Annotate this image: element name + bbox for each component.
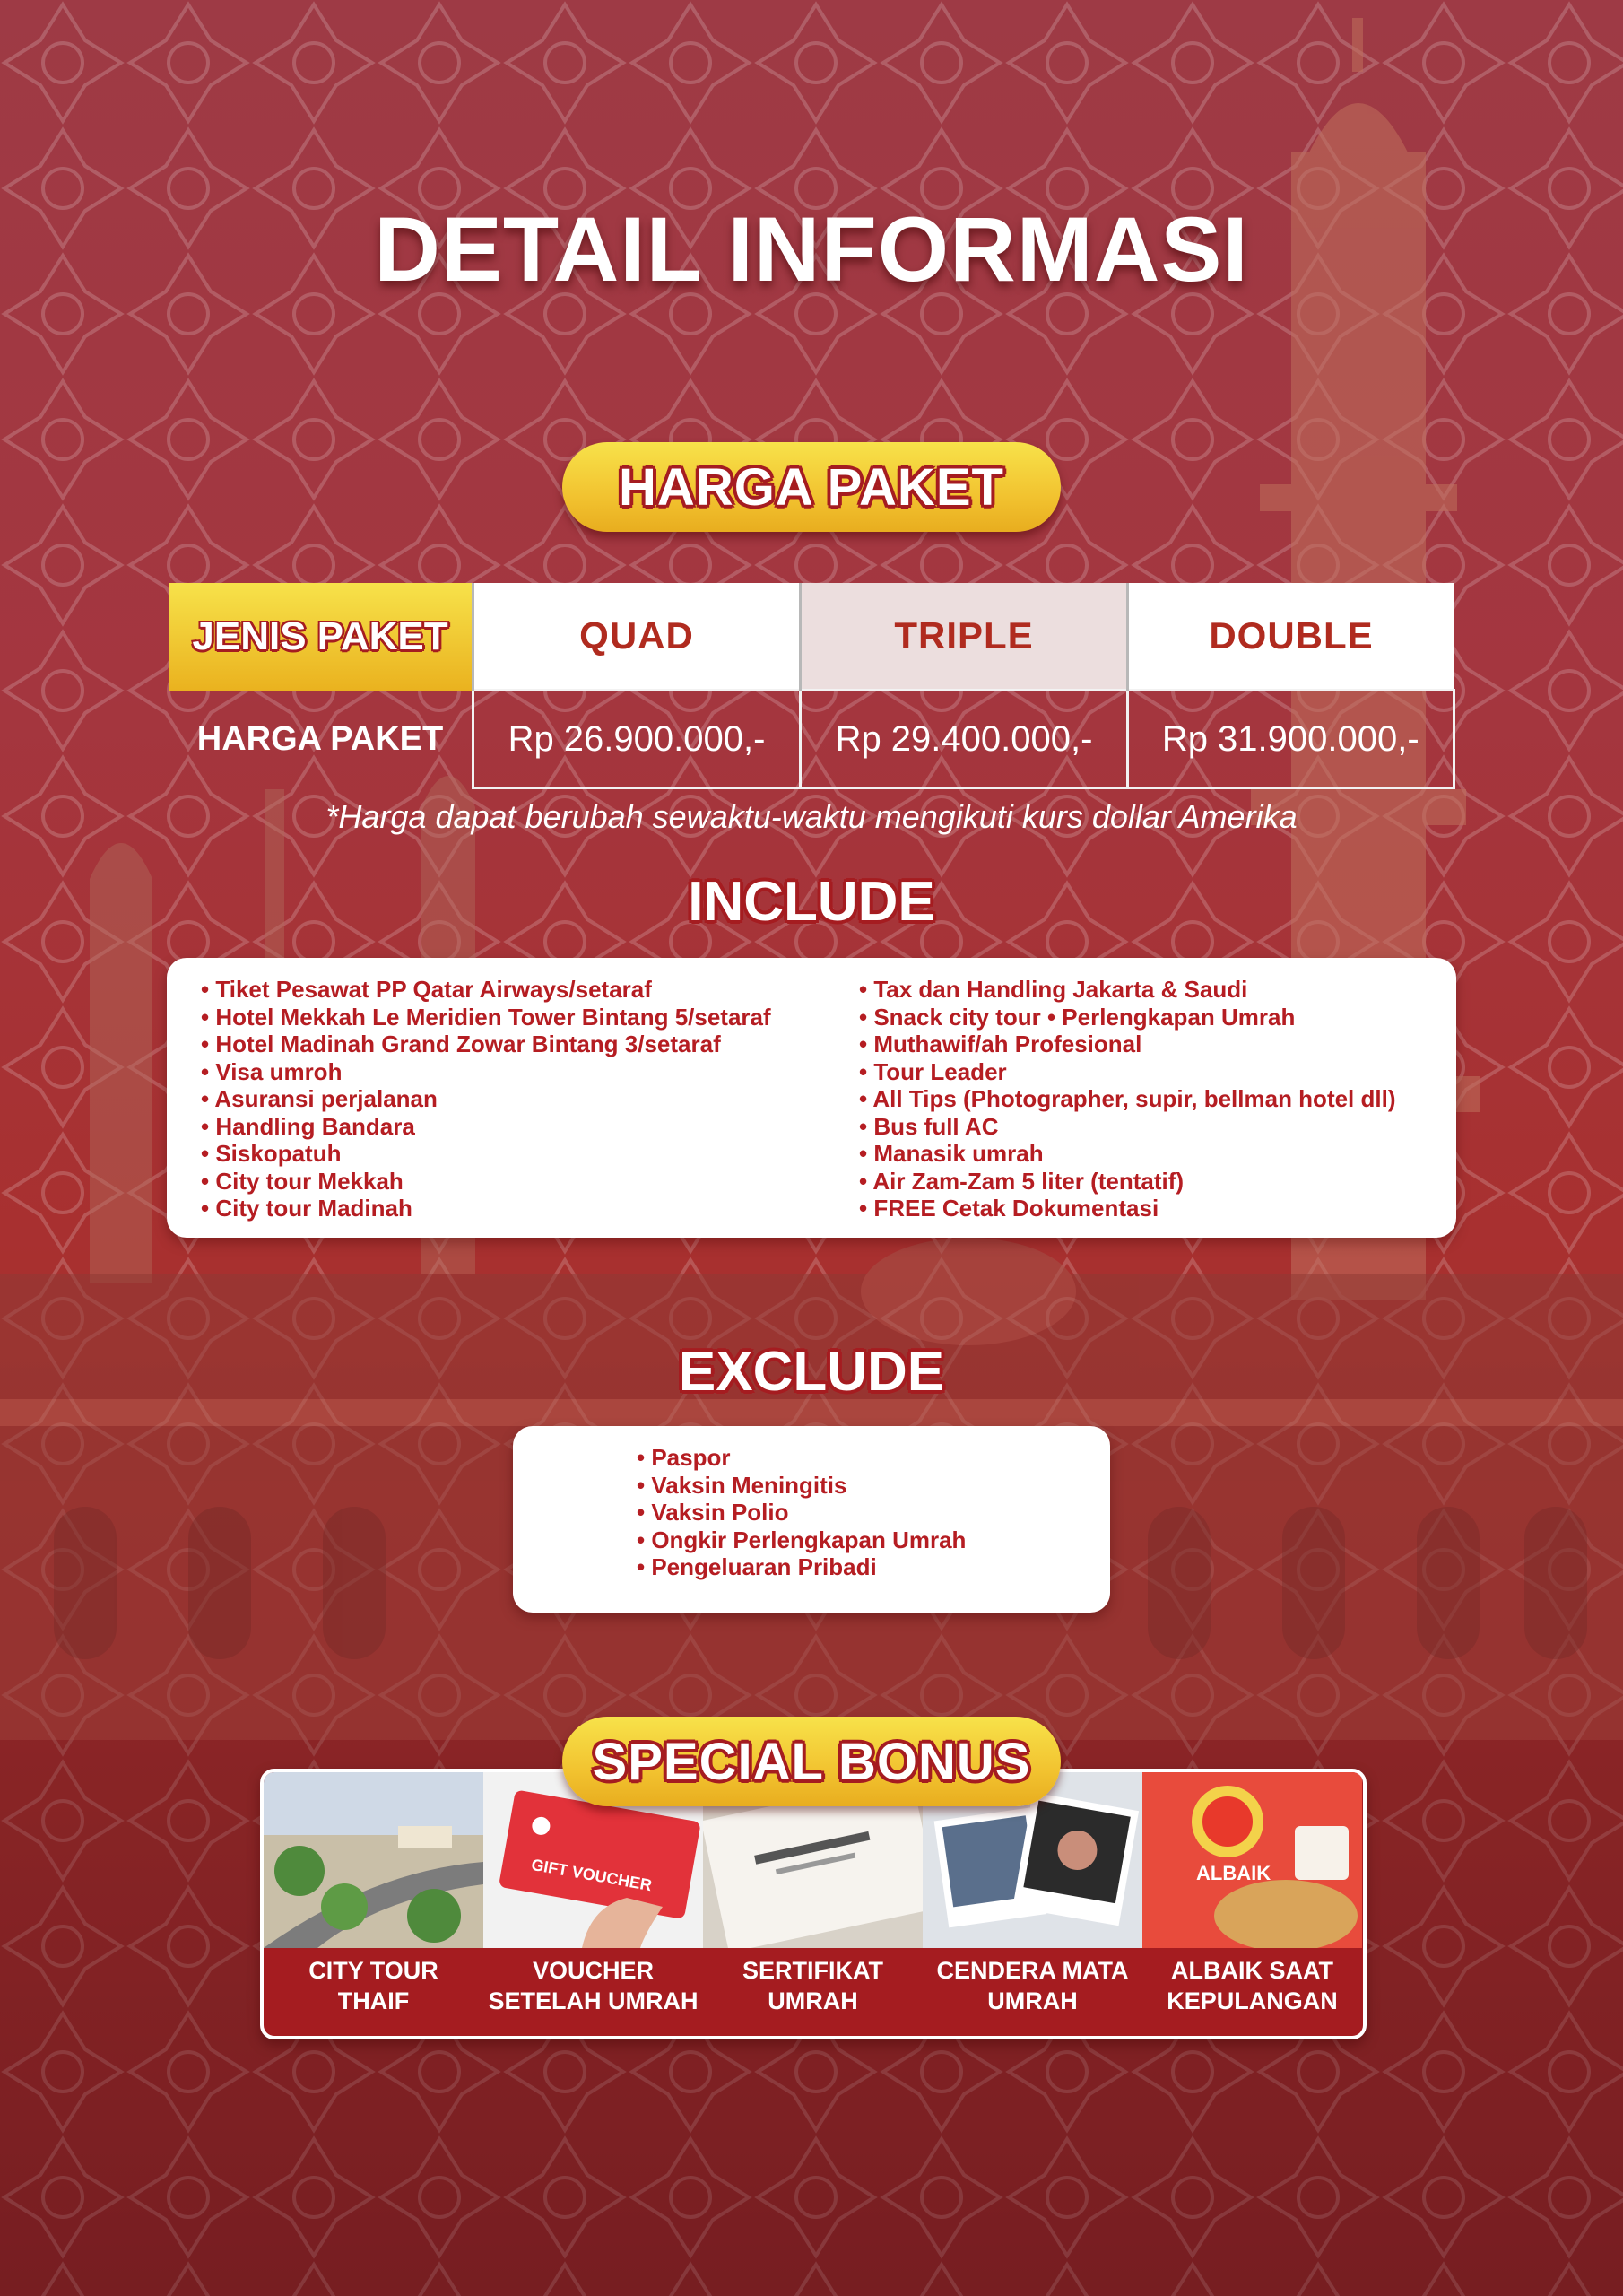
- price-table: [169, 583, 1455, 789]
- list-item: • Asuransi perjalanan: [201, 1085, 438, 1112]
- page-title: DETAIL INFORMASI: [374, 198, 1249, 300]
- list-item: • Muthawif/ah Profesional: [859, 1031, 1142, 1057]
- list-item: • Siskopatuh: [201, 1140, 342, 1167]
- include-list-right: [859, 976, 1396, 1222]
- bonus-item-cendera-mata: [923, 1772, 1142, 2036]
- price-double: Rp 31.900.000,-: [1128, 691, 1454, 788]
- column-triple: TRIPLE: [801, 583, 1128, 691]
- list-item: • All Tips (Photographer, supir, bellman hotel dll): [859, 1085, 1396, 1112]
- bonus-item-sertifikat: [703, 1772, 923, 2036]
- list-item: • Bus full AC: [859, 1112, 999, 1140]
- list-item: • FREE Cetak Dokumentasi: [859, 1195, 1159, 1222]
- list-item: • Vaksin Meningitis: [637, 1471, 847, 1499]
- list-item: • Tax dan Handling Jakarta & Saudi: [859, 976, 1248, 1003]
- include-title: INCLUDE: [688, 871, 935, 933]
- list-item: • Air Zam-Zam 5 liter (tentatif): [859, 1167, 1185, 1195]
- list-item: • Hotel Mekkah Le Meridien Tower Bintang 5/setaraf: [201, 1003, 771, 1031]
- list-item: • Ongkir Perlengkapan Umrah: [637, 1526, 967, 1553]
- harga-paket-row-label: HARGA PAKET: [196, 719, 444, 758]
- list-item: • City tour Madinah: [201, 1195, 412, 1222]
- list-item: • City tour Mekkah: [201, 1167, 404, 1195]
- bonus-label: CENDERA MATA UMRAH: [936, 1957, 1129, 2014]
- exclude-card: [513, 1426, 1110, 1613]
- list-item: • Visa umroh: [201, 1057, 343, 1085]
- thaif-road-image: [264, 1772, 483, 1948]
- harga-paket-pill: [562, 442, 1061, 532]
- exclude-title: EXCLUDE: [678, 1341, 945, 1403]
- column-double: DOUBLE: [1128, 583, 1454, 691]
- list-item: • Hotel Madinah Grand Zowar Bintang 3/setaraf: [201, 1031, 721, 1057]
- bonus-label: CITY TOUR THAIF: [308, 1957, 438, 2014]
- jenis-paket-header: JENIS PAKET: [169, 583, 473, 691]
- list-item: • Handling Bandara: [201, 1112, 415, 1140]
- price-quad: Rp 26.900.000,-: [473, 691, 801, 788]
- bonus-strip: [260, 1769, 1367, 2039]
- include-card: [167, 958, 1456, 1238]
- price-triple: Rp 29.400.000,-: [801, 691, 1128, 788]
- bonus-item-voucher: [483, 1772, 703, 2036]
- bonus-item-albaik: [1142, 1772, 1362, 2036]
- list-item: • Manasik umrah: [859, 1140, 1044, 1167]
- list-item: • Pengeluaran Pribadi: [637, 1553, 877, 1580]
- bonus-label: ALBAIK SAAT KEPULANGAN: [1167, 1957, 1338, 2014]
- list-item: • Tiket Pesawat PP Qatar Airways/setaraf: [201, 976, 652, 1003]
- column-quad: QUAD: [473, 583, 801, 691]
- albaik-food-image: [1142, 1772, 1362, 1948]
- svg-text:ALBAIK: ALBAIK: [1196, 1862, 1271, 1884]
- svg-text:GIFT VOUCHER: GIFT VOUCHER: [530, 1855, 654, 1895]
- bonus-label: SERTIFIKAT UMRAH: [742, 1957, 883, 2014]
- special-bonus-pill-label: SPECIAL BONUS: [592, 1732, 1031, 1791]
- harga-paket-pill-label: HARGA PAKET: [619, 457, 1004, 517]
- include-list-left: [201, 976, 771, 1222]
- exclude-list: [637, 1444, 966, 1581]
- special-bonus-pill: [562, 1717, 1061, 1806]
- list-item: • Vaksin Polio: [637, 1499, 789, 1526]
- bonus-item-city-tour-thaif: [264, 1772, 483, 2036]
- list-item: • Tour Leader: [859, 1057, 1007, 1085]
- list-item: • Snack city tour • Perlengkapan Umrah: [859, 1003, 1296, 1031]
- price-note: *Harga dapat berubah sewaktu-waktu mengikuti kurs dollar Amerika: [325, 798, 1298, 835]
- list-item: • Paspor: [637, 1444, 731, 1471]
- bonus-label: VOUCHER SETELAH UMRAH: [488, 1957, 699, 2014]
